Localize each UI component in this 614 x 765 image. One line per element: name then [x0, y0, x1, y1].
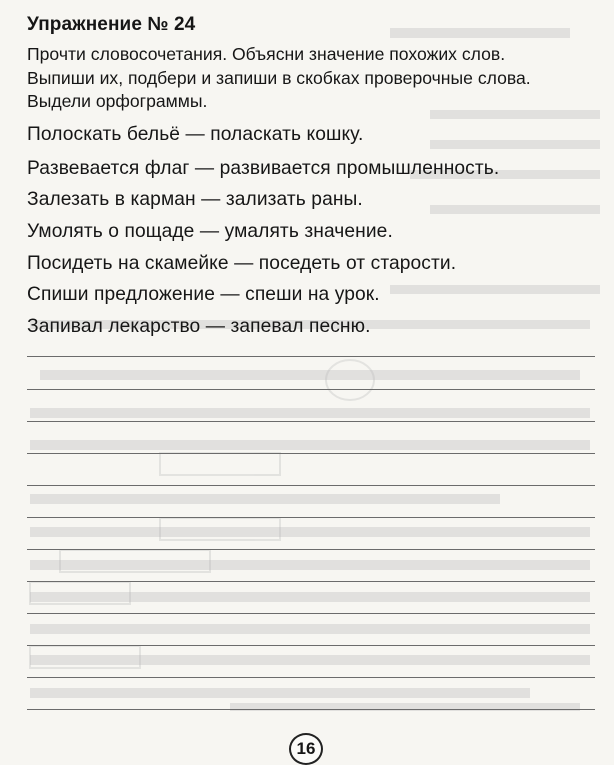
word-pair-line: Спиши предложение — спеши на урок. [27, 284, 380, 305]
writing-rule [27, 485, 595, 486]
writing-rule [27, 453, 595, 454]
word-pair-line: Залезать в карман — зализать раны. [27, 189, 363, 210]
writing-rule [27, 613, 595, 614]
page-number: 16 [289, 733, 323, 765]
writing-rule [27, 549, 595, 550]
word-pair-line: Запивал лекарство — запевал песню. [27, 316, 371, 337]
word-pair-line: Посидеть на скамейке — поседеть от старости. [27, 253, 457, 274]
writing-rule [27, 677, 595, 678]
word-pair-line: Развевается флаг — развивается промышленность. [27, 158, 500, 179]
instruction-line: Прочти словосочетания. Объясни значение похожих слов. [27, 44, 506, 64]
writing-rule [27, 645, 595, 646]
writing-rule [27, 389, 595, 390]
exercise-title: Упражнение № 24 [27, 14, 196, 35]
instruction-line: Выдели орфограммы. [27, 91, 208, 111]
word-pair-line: Полоскать бельё — поласкать кошку. [27, 124, 364, 145]
writing-rule [27, 517, 595, 518]
writing-rule [27, 581, 595, 582]
writing-rule [27, 421, 595, 422]
writing-rule [27, 356, 595, 357]
instruction-line: Выпиши их, подбери и запиши в скобках проверочные слова. [27, 68, 531, 88]
word-pair-line: Умолять о пощаде — умалять значение. [27, 221, 393, 242]
writing-rule [27, 709, 595, 710]
